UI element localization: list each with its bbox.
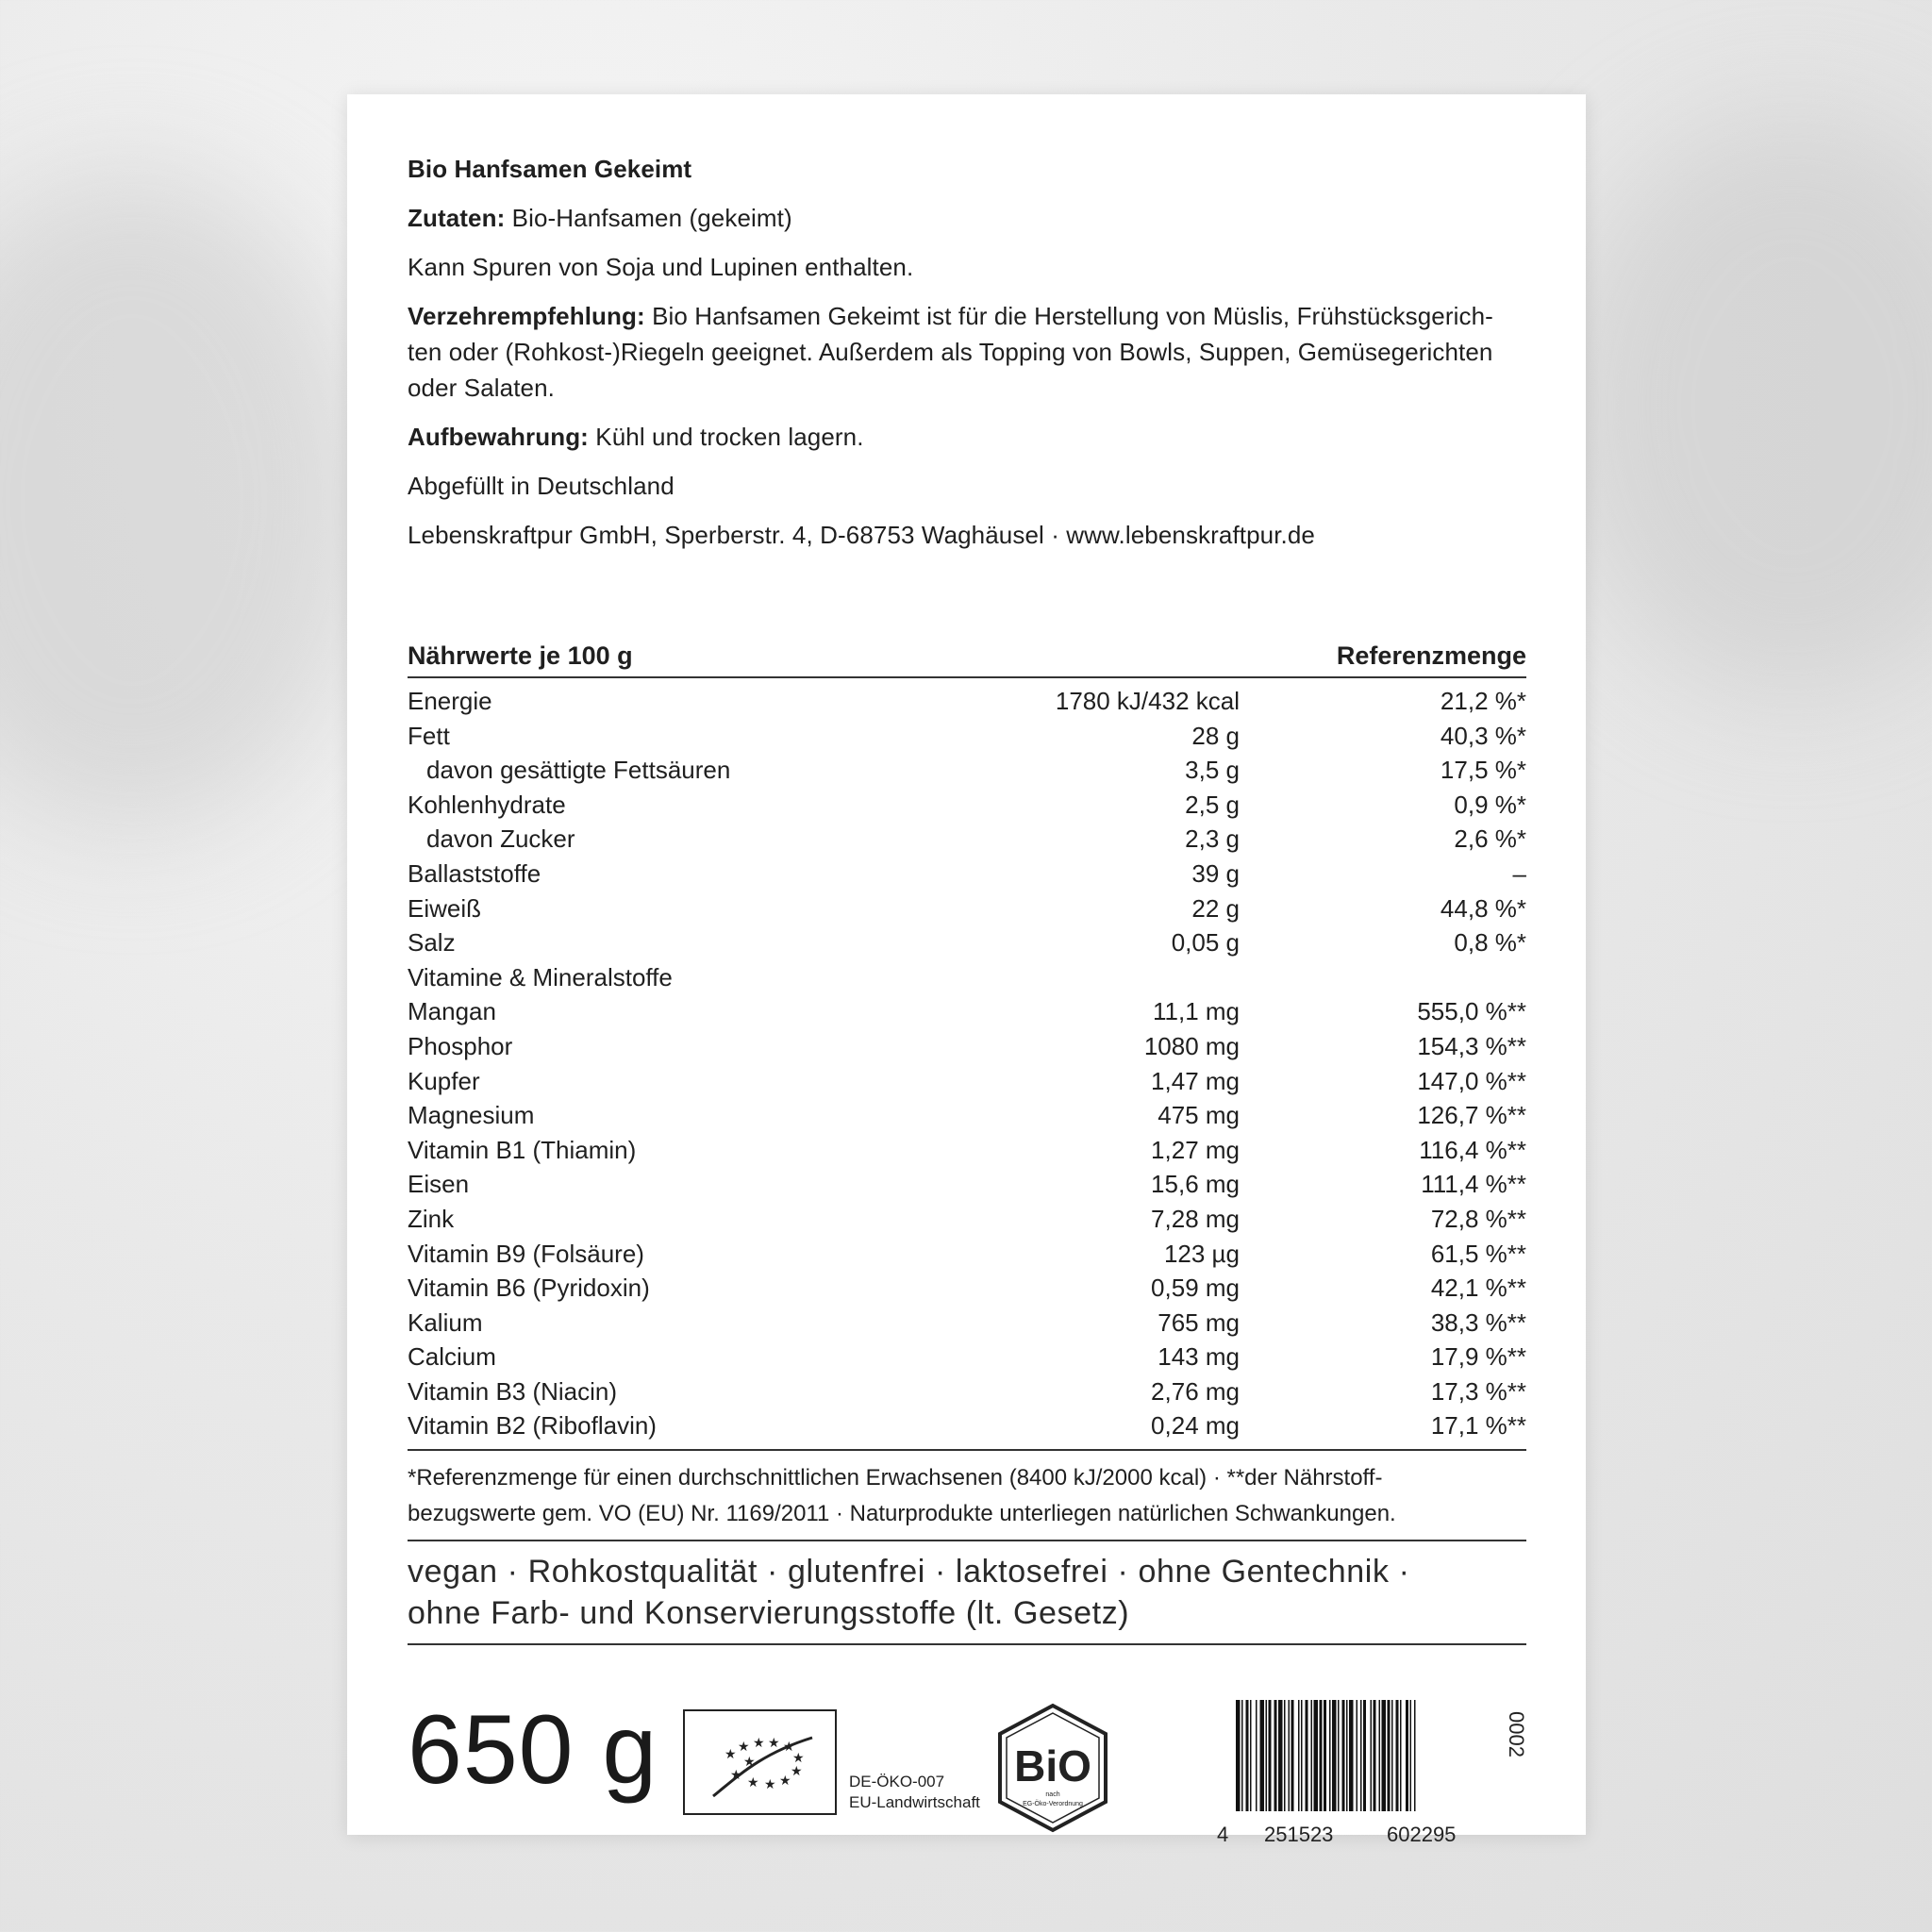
nutrient-reference: 17,9 %** bbox=[1430, 1342, 1526, 1372]
barcode-bar bbox=[1371, 1700, 1373, 1811]
nutrient-reference: 555,0 %** bbox=[1417, 997, 1526, 1026]
barcode-bar bbox=[1374, 1700, 1376, 1811]
barcode-bar bbox=[1269, 1700, 1272, 1811]
eu-control-code bbox=[849, 1772, 980, 1813]
recommendation-label: Verzehrempfehlung: bbox=[408, 302, 645, 330]
background-shadow bbox=[0, 170, 377, 830]
barcode-bar bbox=[1332, 1700, 1337, 1811]
nutrient-amount: 0,24 mg bbox=[1151, 1411, 1240, 1441]
nutrition-row bbox=[408, 1133, 1526, 1168]
ingredients-label: Zutaten: bbox=[408, 204, 506, 232]
recommendation-line: oder Salaten. bbox=[408, 374, 555, 402]
allergen-notice: Kann Spuren von Soja und Lupinen enthalten. bbox=[408, 253, 914, 281]
barcode-bar bbox=[1349, 1700, 1354, 1811]
svg-text:★: ★ bbox=[743, 1755, 756, 1770]
barcode-bar bbox=[1400, 1700, 1402, 1811]
barcode-bar bbox=[1414, 1700, 1416, 1811]
barcode-bar bbox=[1284, 1700, 1286, 1811]
nutrition-row bbox=[408, 1340, 1526, 1374]
nutrition-row bbox=[408, 719, 1526, 754]
barcode-bar bbox=[1306, 1700, 1308, 1811]
recommendation-line: ten oder (Rohkost-)Riegeln geeignet. Außerdem als Topping von Bowls, Suppen, Gemüsegerichten bbox=[408, 338, 1493, 366]
nutrient-reference: – bbox=[1512, 858, 1526, 888]
nutrient-reference: 17,3 %** bbox=[1430, 1376, 1526, 1406]
svg-text:★: ★ bbox=[724, 1747, 737, 1762]
barcode-bar bbox=[1391, 1700, 1393, 1811]
bio-seal-sub: EG-Öko-Verordnung bbox=[1023, 1801, 1083, 1807]
svg-text:★: ★ bbox=[738, 1740, 750, 1755]
nutrient-reference: 72,8 %** bbox=[1430, 1204, 1526, 1233]
nutrient-name: Fett bbox=[408, 721, 450, 750]
nutrient-reference: 61,5 %** bbox=[1430, 1239, 1526, 1268]
barcode-bar bbox=[1338, 1700, 1340, 1811]
bio-seal-sub: nach bbox=[1045, 1791, 1060, 1798]
svg-text:★: ★ bbox=[730, 1768, 742, 1783]
nutrient-amount: 123 µg bbox=[1163, 1239, 1240, 1268]
nutrient-amount: 7,28 mg bbox=[1151, 1204, 1240, 1233]
nutrient-name: Kohlenhydrate bbox=[408, 790, 566, 819]
nutrient-reference: 111,4 %** bbox=[1421, 1170, 1526, 1199]
eu-origin-line: EU-Landwirtschaft bbox=[849, 1793, 980, 1811]
nutrition-row bbox=[408, 822, 1526, 857]
nutrient-reference: 42,1 %** bbox=[1430, 1274, 1526, 1303]
footnote-line: bezugswerte gem. VO (EU) Nr. 1169/2011 · Naturprodukte unterliegen natürlichen Schwankungen. bbox=[408, 1501, 1396, 1527]
product-info bbox=[408, 151, 1526, 553]
nutrient-amount: 22 g bbox=[1191, 893, 1240, 923]
nutrient-amount: 2,76 mg bbox=[1151, 1376, 1240, 1406]
barcode-bar bbox=[1320, 1700, 1323, 1811]
barcode-bar bbox=[1246, 1700, 1249, 1811]
nutrient-name: Salz bbox=[408, 928, 456, 958]
nutrient-reference: 21,2 %* bbox=[1440, 687, 1526, 715]
eu-organic-logo bbox=[683, 1709, 837, 1815]
nutrient-amount: 11,1 mg bbox=[1152, 997, 1240, 1026]
nutrient-reference: 116,4 %** bbox=[1419, 1135, 1526, 1164]
barcode-bar bbox=[1260, 1700, 1265, 1811]
barcode-bar bbox=[1324, 1700, 1326, 1811]
nutrient-name: Mangan bbox=[408, 997, 496, 1026]
recommendation bbox=[408, 298, 1526, 334]
nutrient-reference: 0,8 %* bbox=[1454, 928, 1526, 958]
nutrient-reference: 38,3 %** bbox=[1430, 1307, 1526, 1337]
nutrient-reference: 17,1 %** bbox=[1430, 1411, 1526, 1441]
nutrient-reference: 40,3 %* bbox=[1440, 721, 1526, 750]
eu-code-line: DE-ÖKO-007 bbox=[849, 1773, 945, 1790]
nutrient-name: Vitamine & Mineralstoffe bbox=[408, 962, 673, 991]
storage-text: Kühl und trocken lagern. bbox=[595, 423, 864, 451]
nutrition-header bbox=[408, 637, 1526, 678]
nutrition-footnote bbox=[408, 1449, 1526, 1532]
svg-text:★: ★ bbox=[783, 1740, 795, 1755]
barcode-bar bbox=[1256, 1700, 1257, 1811]
barcode bbox=[1217, 1700, 1528, 1851]
claims-line: vegan · Rohkostqualität · glutenfrei · laktosefrei · ohne Gentechnik · bbox=[408, 1554, 1410, 1590]
svg-text:★: ★ bbox=[764, 1777, 776, 1792]
nutrient-name: davon Zucker bbox=[426, 824, 575, 854]
nutrition-row bbox=[408, 960, 1526, 995]
barcode-bar bbox=[1388, 1700, 1391, 1811]
footnote-line: *Referenzmenge für einen durchschnittlichen Erwachsenen (8400 kJ/2000 kcal) · **der Nährstoff- bbox=[408, 1465, 1383, 1491]
nutrient-reference: 44,8 %* bbox=[1440, 893, 1526, 923]
nutrient-reference: 17,5 %* bbox=[1440, 756, 1526, 785]
bio-seal bbox=[994, 1702, 1111, 1834]
barcode-bar bbox=[1241, 1700, 1243, 1811]
nutrient-reference: 2,6 %* bbox=[1454, 824, 1526, 854]
svg-text:★: ★ bbox=[791, 1764, 803, 1779]
barcode-digits-right: 602295 bbox=[1387, 1823, 1457, 1846]
ingredients bbox=[408, 200, 1526, 236]
svg-text:★: ★ bbox=[747, 1775, 759, 1790]
nutrient-name: Kupfer bbox=[408, 1066, 480, 1095]
nutrient-reference: 0,9 %* bbox=[1454, 790, 1526, 819]
product-title: Bio Hanfsamen Gekeimt bbox=[408, 155, 692, 183]
barcode-bar bbox=[1291, 1700, 1294, 1811]
ingredients-text: Bio-Hanfsamen (gekeimt) bbox=[511, 204, 792, 232]
eu-leaf-icon bbox=[685, 1711, 835, 1813]
nutrient-amount: 1780 kJ/432 kcal bbox=[1055, 687, 1240, 715]
barcode-bar bbox=[1236, 1700, 1241, 1811]
nutrient-reference: 154,3 %** bbox=[1417, 1031, 1526, 1060]
barcode-bar bbox=[1301, 1700, 1303, 1811]
barcode-bar bbox=[1342, 1700, 1345, 1811]
barcode-bar bbox=[1329, 1700, 1331, 1811]
product-claims bbox=[408, 1540, 1526, 1645]
nutrition-row bbox=[408, 753, 1526, 788]
origin: Abgefüllt in Deutschland bbox=[408, 472, 675, 500]
nutrient-amount: 1,47 mg bbox=[1151, 1066, 1240, 1095]
barcode-bar bbox=[1346, 1700, 1348, 1811]
barcode-digits-left: 251523 bbox=[1264, 1823, 1334, 1846]
nutrition-row bbox=[408, 891, 1526, 926]
nutrition-row bbox=[408, 1029, 1526, 1064]
nutrient-amount: 0,59 mg bbox=[1151, 1274, 1240, 1303]
nutrition-row bbox=[408, 1306, 1526, 1341]
nutrient-amount: 2,3 g bbox=[1185, 824, 1240, 854]
barcode-bar bbox=[1266, 1700, 1268, 1811]
barcode-bar bbox=[1382, 1700, 1387, 1811]
nutrition-row bbox=[408, 1098, 1526, 1133]
nutrient-name: Vitamin B6 (Pyridoxin) bbox=[408, 1274, 650, 1303]
product-label bbox=[347, 94, 1586, 1846]
barcode-bar bbox=[1274, 1700, 1277, 1811]
nutrition-row bbox=[408, 684, 1526, 719]
barcode-bar bbox=[1360, 1700, 1362, 1811]
nutrient-amount: 765 mg bbox=[1158, 1307, 1240, 1337]
barcode-addon: 0002 bbox=[1505, 1711, 1528, 1757]
nutrient-name: Eisen bbox=[408, 1170, 470, 1199]
svg-text:★: ★ bbox=[779, 1774, 791, 1789]
storage bbox=[408, 419, 1526, 455]
nutrient-amount: 1080 mg bbox=[1143, 1031, 1240, 1060]
nutrient-name: Vitamin B3 (Niacin) bbox=[408, 1376, 618, 1406]
svg-text:★: ★ bbox=[768, 1736, 780, 1751]
bio-seal-text: BiO bbox=[1014, 1741, 1091, 1790]
nutrition-table bbox=[408, 637, 1526, 1532]
nutrition-row bbox=[408, 1271, 1526, 1306]
background-shadow bbox=[1557, 113, 1932, 698]
nutrition-row bbox=[408, 857, 1526, 891]
nutrient-name: Ballaststoffe bbox=[408, 858, 541, 888]
nutrient-amount: 0,05 g bbox=[1171, 928, 1240, 958]
nutrient-reference: 126,7 %** bbox=[1417, 1101, 1526, 1130]
barcode-bar bbox=[1379, 1700, 1381, 1811]
nutrient-amount: 15,6 mg bbox=[1151, 1170, 1240, 1199]
nutrition-row bbox=[408, 994, 1526, 1029]
nutrition-row bbox=[408, 1202, 1526, 1237]
nutrition-row bbox=[408, 1408, 1526, 1443]
nutrient-reference: 147,0 %** bbox=[1417, 1066, 1526, 1095]
barcode-bar bbox=[1289, 1700, 1291, 1811]
recommendation-text: Bio Hanfsamen Gekeimt ist für die Herstellung von Müslis, Frühstücksgerich- bbox=[652, 302, 1493, 330]
barcode-digit: 4 bbox=[1217, 1823, 1229, 1846]
nutrient-name: Vitamin B1 (Thiamin) bbox=[408, 1135, 637, 1164]
nutrition-row bbox=[408, 788, 1526, 823]
nutrient-amount: 143 mg bbox=[1158, 1342, 1240, 1372]
barcode-bar bbox=[1357, 1700, 1358, 1811]
nutrient-name: Calcium bbox=[408, 1342, 496, 1372]
storage-label: Aufbewahrung: bbox=[408, 423, 589, 451]
barcode-bar bbox=[1311, 1700, 1313, 1811]
nutrient-name: Vitamin B9 (Folsäure) bbox=[408, 1239, 644, 1268]
nutrition-header-right: Referenzmenge bbox=[1336, 641, 1526, 670]
nutrient-name: Kalium bbox=[408, 1307, 483, 1337]
nutrient-amount: 3,5 g bbox=[1185, 756, 1240, 785]
nutrition-row bbox=[408, 1064, 1526, 1099]
barcode-bar bbox=[1314, 1700, 1319, 1811]
barcode-bar bbox=[1250, 1700, 1252, 1811]
nutrition-rows bbox=[408, 684, 1526, 1443]
net-weight: 650 g bbox=[408, 1695, 658, 1805]
nutrient-name: Vitamin B2 (Riboflavin) bbox=[408, 1411, 657, 1441]
nutrition-row bbox=[408, 1374, 1526, 1409]
nutrition-header-left: Nährwerte je 100 g bbox=[408, 641, 633, 670]
barcode-bar bbox=[1396, 1700, 1399, 1811]
nutrient-amount: 2,5 g bbox=[1185, 790, 1240, 819]
nutrient-amount: 28 g bbox=[1191, 721, 1240, 750]
barcode-bar bbox=[1278, 1700, 1283, 1811]
nutrient-amount: 39 g bbox=[1191, 858, 1240, 888]
nutrient-name: Phosphor bbox=[408, 1031, 513, 1060]
barcode-bar bbox=[1410, 1700, 1412, 1811]
nutrition-row bbox=[408, 1167, 1526, 1202]
barcode-bar bbox=[1298, 1700, 1300, 1811]
nutrient-name: davon gesättigte Fettsäuren bbox=[426, 756, 731, 785]
nutrient-amount: 475 mg bbox=[1158, 1101, 1240, 1130]
nutrient-amount: 1,27 mg bbox=[1151, 1135, 1240, 1164]
nutrient-name: Eiweiß bbox=[408, 893, 482, 923]
svg-text:★: ★ bbox=[792, 1751, 805, 1766]
nutrition-row bbox=[408, 1237, 1526, 1272]
nutrition-row bbox=[408, 925, 1526, 960]
barcode-bar bbox=[1363, 1700, 1366, 1811]
nutrient-name: Zink bbox=[408, 1204, 455, 1233]
nutrient-name: Magnesium bbox=[408, 1101, 535, 1130]
company-address: Lebenskraftpur GmbH, Sperberstr. 4, D-68753 Waghäusel · www.lebenskraftpur.de bbox=[408, 521, 1315, 549]
claims-line: ohne Farb- und Konservierungsstoffe (lt. Gesetz) bbox=[408, 1595, 1130, 1631]
svg-text:★: ★ bbox=[753, 1736, 765, 1751]
barcode-bar bbox=[1406, 1700, 1408, 1811]
nutrient-name: Energie bbox=[408, 687, 492, 715]
